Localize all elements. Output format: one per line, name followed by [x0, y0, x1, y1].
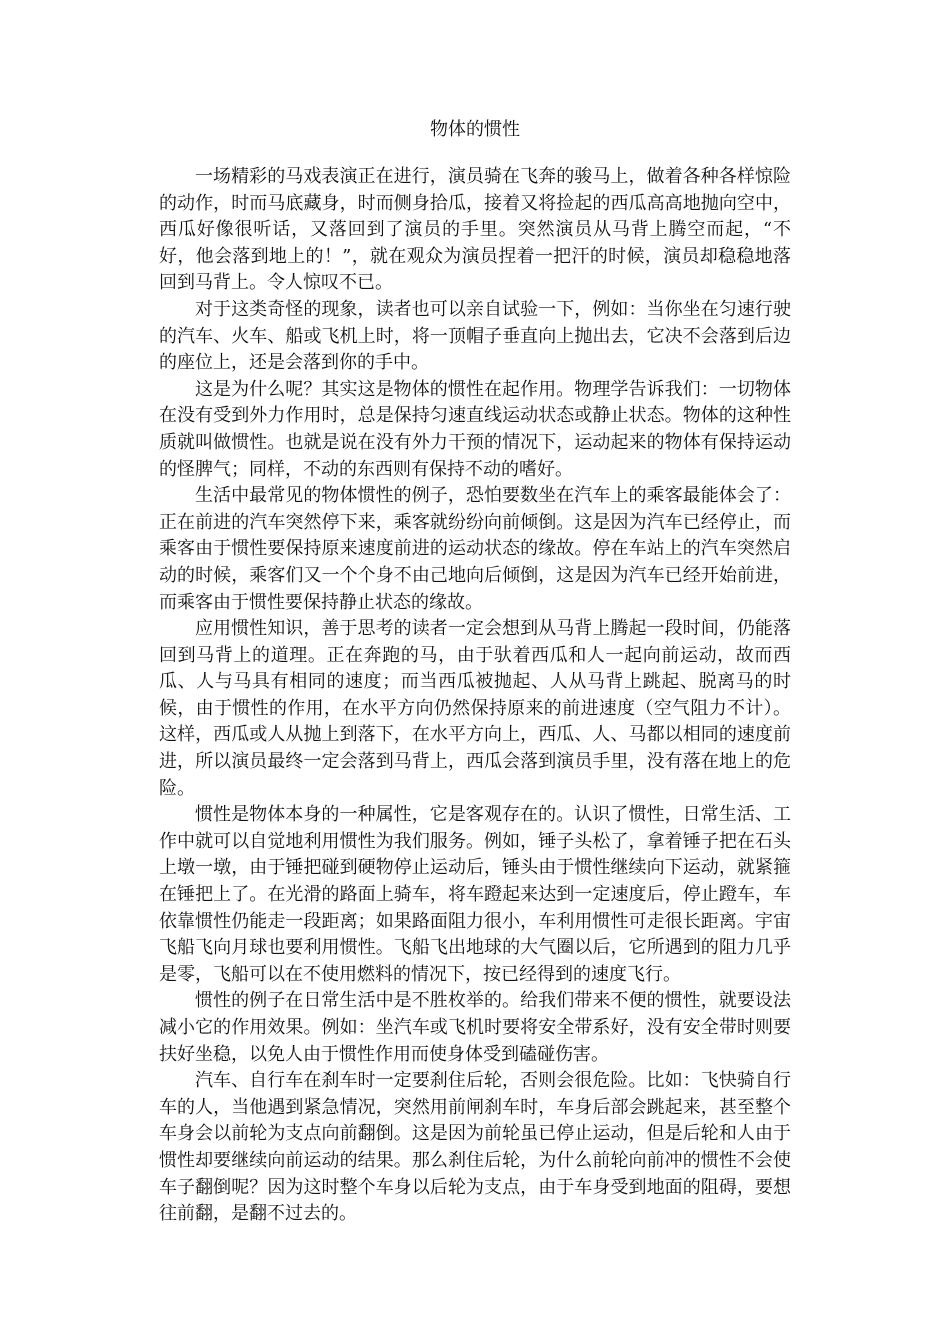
paragraph-1: 一场精彩的马戏表演正在进行，演员骑在飞奔的骏马上，做着各种各样惊险的动作，时而马底藏身，时而侧身拾瓜，接着又将捡起的西瓜高高地抛向空中，西瓜好像很听话，又落回到了演员的手里。突然演员从马背上腾空而起，“不好，他会落到地上的！”，就在观众为演员捏着一把汗的时候，演员却稳稳地落回到马背上。令人惊叹不已。	[159, 166, 791, 294]
document-title: 物体的惯性	[430, 119, 520, 140]
paragraph-5: 应用惯性知识，善于思考的读者一定会想到从马背上腾起一段时间，仍能落回到马背上的道理。正在奔跑的马，由于驮着西瓜和人一起向前运动，故而西瓜、人与马具有相同的速度；而当西瓜被抛起、人从马背上跳起、脱离马的时候，由于惯性的作用，在水平方向仍然保持原来的前进速度（空气阻力不计）。这样，西瓜或人从抛上到落下，在水平方向上，西瓜、人、马都以相同的速度前进，所以演员最终一定会落到马背上，西瓜会落到演员手里，没有落在地上的危险。	[159, 618, 791, 799]
document-body	[159, 164, 791, 1228]
paragraph-3: 这是为什么呢？其实这是物体的惯性在起作用。物理学告诉我们：一切物体在没有受到外力作用时，总是保持匀速直线运动状态或静止状态。物体的这种性质就叫做惯性。也就是说在没有外力干预的情况下，运动起来的物体有保持运动的怪脾气；同样，不动的东西则有保持不动的嗜好。	[159, 378, 791, 480]
paragraph-6: 惯性是物体本身的一种属性，它是客观存在的。认识了惯性，日常生活、工作中就可以自觉地利用惯性为我们服务。例如，锤子头松了，拿着锤子把在石头上墩一墩，由于锤把碰到硬物停止运动后，锤头由于惯性继续向下运动，就紧箍在锤把上了。在光滑的路面上骑车，将车蹬起来达到一定速度后，停止蹬车，车依靠惯性仍能走一段距离；如果路面阻力很小，车利用惯性可走很长距离。宇宙飞船飞向月球也要利用惯性。飞船飞出地球的大气圈以后，它所遇到的阻力几乎是零，飞船可以在不使用燃料的情况下，按已经得到的速度飞行。	[159, 804, 791, 985]
paragraph-8: 汽车、自行车在刹车时一定要刹住后轮，否则会很危险。比如：飞快骑自行车的人，当他遇到紧急情况，突然用前闸刹车时，车身后部会跳起来，甚至整个车身会以前轮为支点向前翻倒。这是因为前轮虽已停止运动，但是后轮和人由于惯性却要继续向前运动的结果。那么刹住后轮，为什么前轮向前冲的惯性不会使车子翻倒呢？因为这时整个车身以后轮为支点，由于车身受到地面的阻碍，要想往前翻，是翻不过去的。	[159, 1070, 791, 1225]
paragraph-2: 对于这类奇怪的现象，读者也可以亲自试验一下，例如：当你坐在匀速行驶的汽车、火车、船或飞机上时，将一顶帽子垂直向上抛出去，它决不会落到后边的座位上，还是会落到你的手中。	[159, 298, 791, 374]
paragraph-4: 生活中最常见的物体惯性的例子，恐怕要数坐在汽车上的乘客最能体会了：正在前进的汽车突然停下来，乘客就纷纷向前倾倒。这是因为汽车已经停止，而乘客由于惯性要保持原来速度前进的运动状态的缘故。停在车站上的汽车突然启动的时候，乘客们又一个个身不由己地向后倾倒，这是因为汽车已经开始前进，而乘客由于惯性要保持静止状态的缘故。	[159, 485, 791, 613]
paragraph-7: 惯性的例子在日常生活中是不胜枚举的。给我们带来不便的惯性，就要设法减小它的作用效果。例如：坐汽车或飞机时要将安全带系好，没有安全带时则要扶好坐稳，以免人由于惯性作用而使身体受到磕碰伤害。	[159, 990, 791, 1065]
